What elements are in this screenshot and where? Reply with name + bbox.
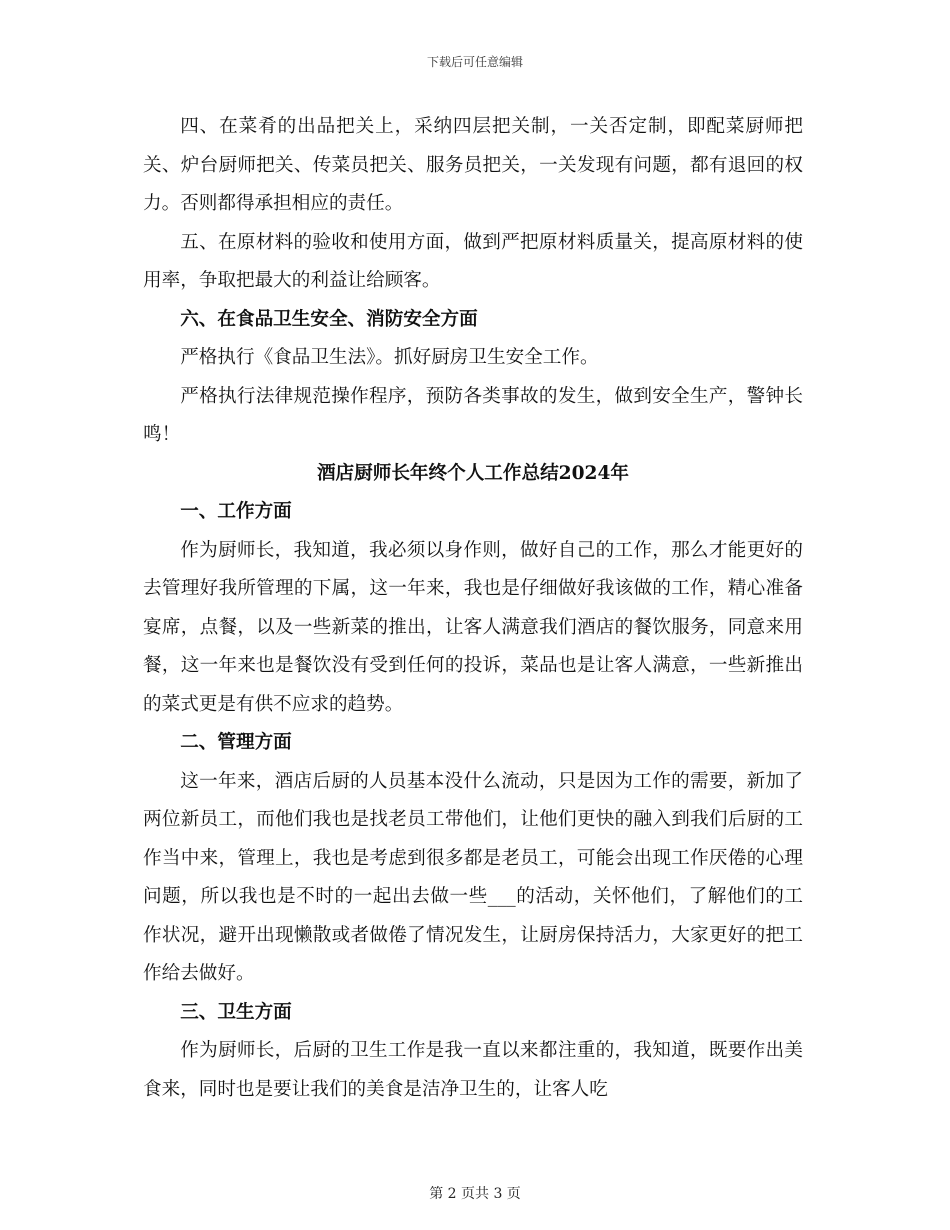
heading-6-food-safety: 六、在食品卫生安全、消防安全方面 xyxy=(180,308,478,330)
paragraph-hygiene-aspect: 作为厨师长，后厨的卫生工作是我一直以来都注重的，我知道，既要作出美食来，同时也是要让我们的美食是洁净卫生的，让客人吃 xyxy=(143,1040,803,1100)
paragraph-work-aspect: 作为厨师长，我知道，我必须以身作则，做好自己的工作，那么才能更好的去管理好我所管理的下属，这一年来，我也是仔细做好我该做的工作，精心准备宴席，点餐，以及一些新菜的推出，让客人满意我们酒店的餐饮服务，同意来用餐，这一年来也是餐饮没有受到任何的投诉，菜品也是让客人满意，一些新推出的菜式更是有供不应求的趋势。 xyxy=(143,539,803,715)
paragraph-management-aspect: 这一年来，酒店后厨的人员基本没什么流动，只是因为工作的需要，新加了两位新员工，而他们我也是找老员工带他们，让他们更快的融入到我们后厨的工作当中来，管理上，我也是考虑到很多都是老员工，可能会出现工作厌倦的心理问题，所以我也是不时的一起出去做一些___的活动，关怀他们，了解他们的工作状况，避开出现懒散或者做倦了情况发生，让厨房保持活力，大家更好的把工作给去做好。 xyxy=(143,770,803,984)
paragraph-5-raw-materials: 五、在原材料的验收和使用方面，做到严把原材料质量关，提高原材料的使用率，争取把最大的利益让给顾客。 xyxy=(143,231,803,291)
heading-management-aspect: 二、管理方面 xyxy=(180,732,292,753)
paragraph-4-dish-quality-control: 四、在菜肴的出品把关上，采纳四层把关制，一关否定制，即配菜厨师把关、炉台厨师把关、传菜员把关、服务员把关，一关发现有问题，都有退回的权力。否则都得承担相应的责任。 xyxy=(143,116,803,214)
paragraph-safety-procedures: 严格执行法律规范操作程序，预防各类事故的发生，做到安全生产，警钟长鸣！ xyxy=(143,385,803,445)
page-footer: 第 2 页共 3 页 xyxy=(429,1186,521,1202)
page-header: 下载后可任意编辑 xyxy=(426,55,523,69)
heading-hygiene-aspect: 三、卫生方面 xyxy=(180,1001,292,1023)
heading-work-aspect: 一、工作方面 xyxy=(180,501,292,522)
document-body xyxy=(143,108,803,1109)
document-title: 酒店厨师长年终个人工作总结2024年 xyxy=(316,462,630,484)
paragraph-food-hygiene-law: 严格执行《食品卫生法》。抓好厨房卫生安全工作。 xyxy=(180,347,599,368)
